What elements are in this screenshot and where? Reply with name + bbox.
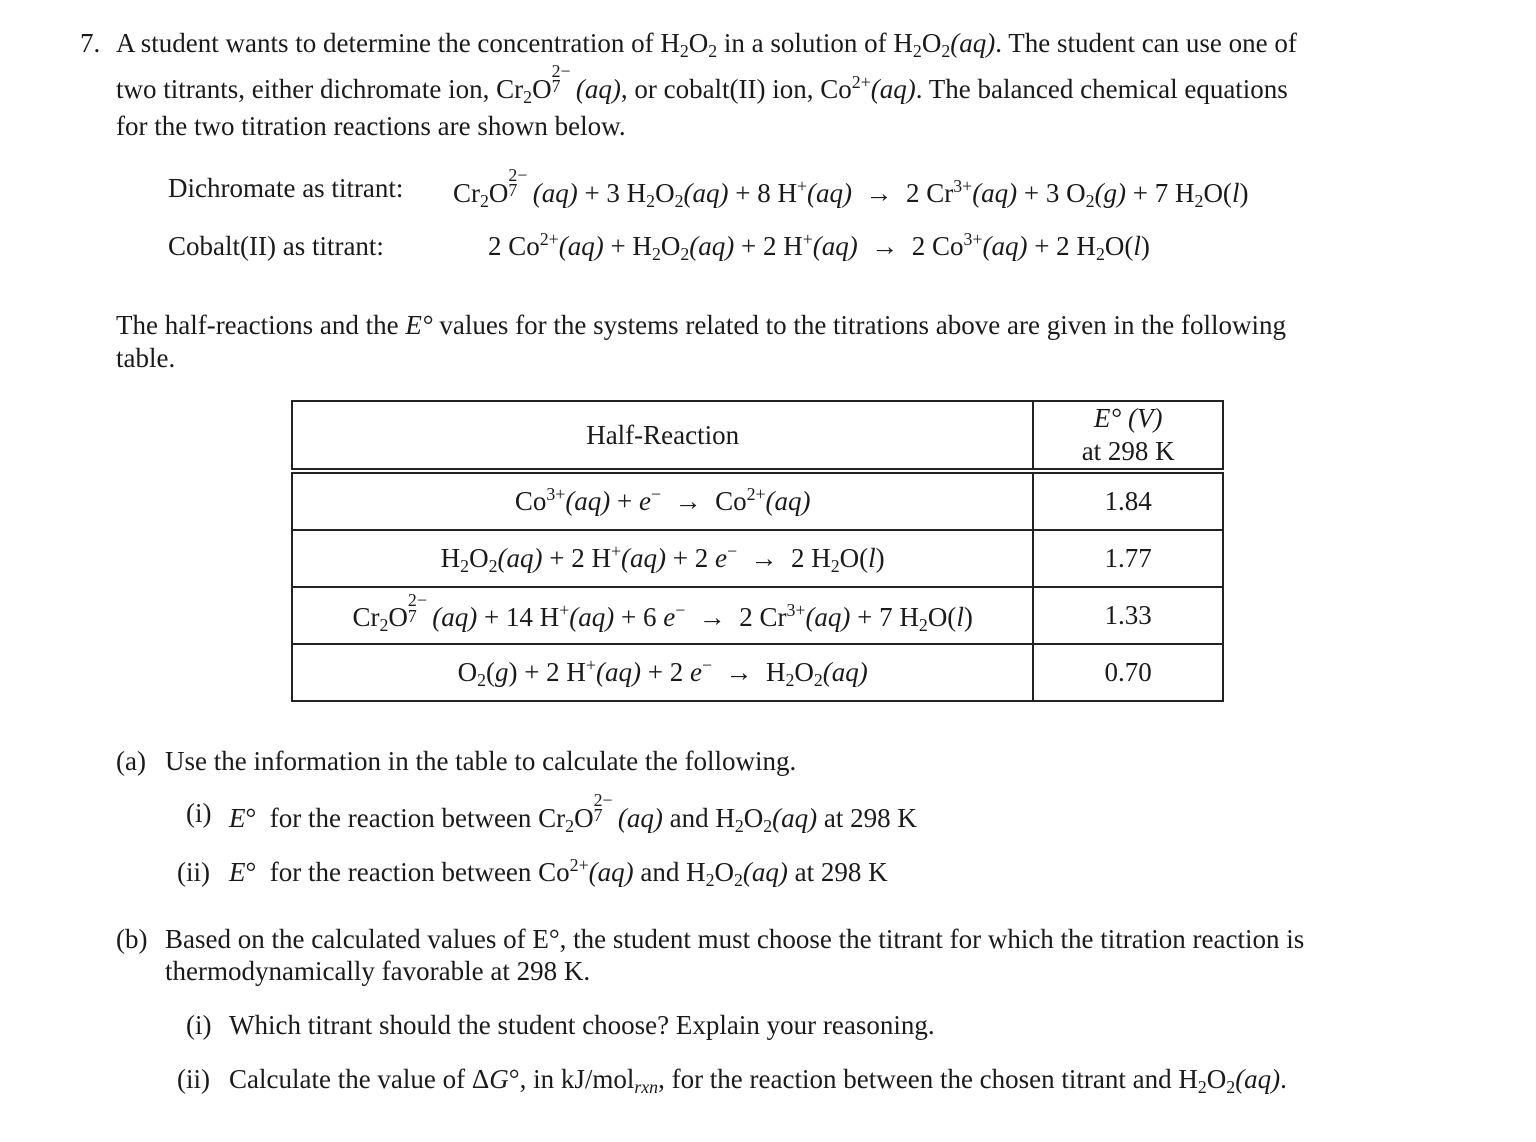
table-row xyxy=(292,644,1223,701)
intro-line-2-text-e: . The balanced chemical equations xyxy=(915,74,1288,104)
e-value-cell: 0.70 xyxy=(1033,644,1223,701)
cobalt-label: Cobalt(II) as titrant: xyxy=(168,231,384,261)
part-b-i-text: Which titrant should the student choose? Explain your reasoning. xyxy=(229,1010,935,1040)
e-value-cell: 1.33 xyxy=(1033,587,1223,644)
table-row xyxy=(292,471,1223,530)
half-reaction-cell: $Co^{3+}(aq) + e^- \to Co^{2+}(aq)$ xyxy=(292,471,1033,530)
part-a-text: Use the information in the table to calculate the following. xyxy=(165,746,797,776)
dichromate-equation: $Cr_2O$ 2− 7 (aq) + 3 $H_2O_2(aq) + 8$ H+(aq) → 2 $Cr^{3+}(aq) + 3$ $O_2(g) + 7$ $H_2O(l)$ xyxy=(453,164,1249,211)
half-reaction-cell: $H_2O_2(aq) + 2$ H+(aq) + 2 e− → 2 $H_2O(l)$ xyxy=(292,530,1033,587)
part-b-text-line-1: Based on the calculated values of E°, the student must choose the titrant for which the titration reaction is xyxy=(165,924,1305,954)
part-b-text-line-2: thermodynamically favorable at 298 K. xyxy=(165,956,591,986)
part-b-ii-text: Calculate the value of ΔG°, in kJ/mol$_{rxn}$, for the reaction between the chosen titrant and $H_2O_2(aq)$. xyxy=(229,1064,1287,1097)
half-reaction-cell: $Cr_2O$ 2− 7 (aq) + 14 H+(aq) + 6 e− → 2 $Cr^{3+}(aq) + 7$ $H_2O(l)$ xyxy=(292,587,1033,644)
intro-line-1: A student wants to determine the concentration of $H_2O_2$ in a solution of $H_2O_2(aq)$. The student can use one of xyxy=(116,28,1297,61)
half-reaction-cell: $O_2(g) + 2$ H+(aq) + 2 $e^- \to H_2O_2(aq)$ xyxy=(292,644,1033,701)
part-b-i-label: (i) xyxy=(186,1010,212,1040)
table-intro-text-a: The half-reactions and the xyxy=(116,310,406,340)
e-value-cell: 1.77 xyxy=(1033,530,1223,587)
intro-line-2: two titrants, either dichromate ion, $Cr_2O$ 2− 7 (aq), or cobalt(II) ion, $Co^{2+}(aq)$. The balanced chemical equations xyxy=(116,60,1288,107)
col-header-e-line1: E° (V) xyxy=(1093,403,1163,434)
intro-line-3: for the two titration reactions are shown below. xyxy=(116,111,626,141)
col-header-e-line2: at 298 K xyxy=(1081,436,1175,466)
intro-line-2-aq-2: (aq) xyxy=(870,74,916,104)
intro-line-1-text-d: . The student can use one of xyxy=(995,28,1297,58)
part-a-i-label: (i) xyxy=(186,798,212,828)
intro-line-1-text-b: in a solution of H xyxy=(717,28,913,58)
cobalt-equation: 2 $Co^{2+}(aq) + H_2O_2(aq) + 2$ H+(aq) → 2 $Co^{3+}(aq) + 2$ $H_2O(l)$ xyxy=(488,229,1150,264)
intro-line-1-text-a: A student wants to determine the concentration of H xyxy=(116,28,680,58)
part-a-ii-label: (ii) xyxy=(177,857,210,887)
table-intro-line-2: table. xyxy=(116,343,176,373)
half-reaction-table xyxy=(291,400,1224,702)
table-intro-line-1 xyxy=(116,312,1286,339)
dichromate-label: Dichromate as titrant: xyxy=(168,173,404,203)
e-value-cell: 1.84 xyxy=(1033,471,1223,530)
table-header-row xyxy=(292,401,1223,471)
col-header-e-value xyxy=(1033,401,1223,471)
intro-line-1-aq: (aq) xyxy=(950,28,996,58)
intro-line-2-text-c: , or cobalt(II) ion, Co xyxy=(620,74,852,104)
question-number: 7. xyxy=(80,28,101,58)
part-a-ii-text: E° for the reaction between $Co^{2+}(aq)$ and $H_2O_2(aq)$ at 298 K xyxy=(229,855,888,890)
part-b-ii-label: (ii) xyxy=(177,1064,210,1094)
e-standard-symbol: E° xyxy=(405,310,433,340)
table-row xyxy=(292,530,1223,587)
intro-line-2-aq-1: (aq) xyxy=(575,74,621,104)
table-intro-text-c: values for the systems related to the titrations above are given in the following xyxy=(432,310,1286,340)
col-header-half-reaction: Half-Reaction xyxy=(292,401,1033,471)
part-a-i-text: E° for the reaction between $Cr_2O$ 2− 7 (aq) and $H_2O_2(aq)$ at 298 K xyxy=(229,789,917,836)
part-a-label: (a) xyxy=(116,746,146,776)
part-b-label: (b) xyxy=(116,924,148,954)
intro-line-2-text-a: two titrants, either dichromate ion, Cr xyxy=(116,74,524,104)
table-row xyxy=(292,587,1223,644)
